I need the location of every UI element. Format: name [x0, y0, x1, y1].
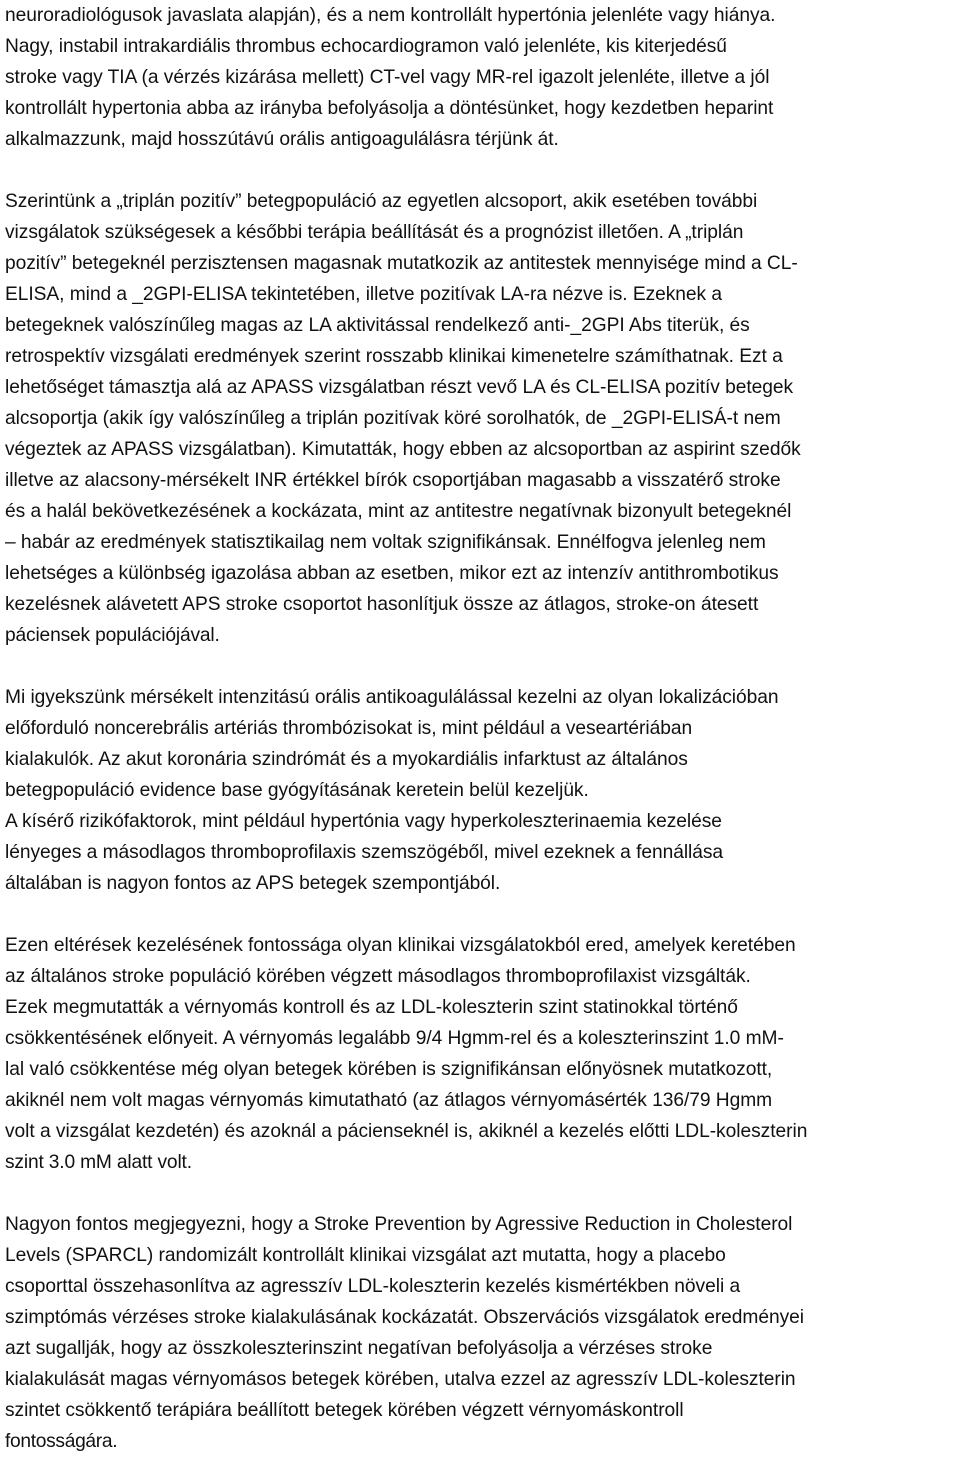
- text-line: betegeknek valószínűleg magas az LA aktivitással rendelkező anti-_2GPI Abs titerük, és: [5, 315, 750, 336]
- text-line: szint 3.0 mM alatt volt.: [5, 1152, 192, 1173]
- text-line: szintet csökkentő terápiára beállított betegek körében végzett vérnyomáskontroll: [5, 1400, 684, 1421]
- text-line: lehetőséget támasztja alá az APASS vizsgálatban részt vevő LA és CL-ELISA pozitív betegek: [5, 377, 794, 398]
- text-line: Ezen eltérések kezelésének fontossága olyan klinikai vizsgálatokból ered, amelyek keretében: [5, 935, 796, 956]
- text-line: általában is nagyon fontos az APS betegek szempontjából.: [5, 873, 501, 894]
- text-line: volt a vizsgálat kezdetén) és azoknál a pácienseknél is, akiknél a kezelés előtti LDL-koleszterin: [5, 1121, 808, 1142]
- text-line: Nagy, instabil intrakardiális thrombus echocardiogramon való jelenléte, kis kiterjedésű: [5, 36, 727, 57]
- text-line: kezelésnek alávetett APS stroke csoportot hasonlítjuk össze az átlagos, stroke-on átesett: [5, 594, 759, 615]
- text-line: Mi igyekszünk mérsékelt intenzitású orális antikoagulálással kezelni az olyan lokalizációban: [5, 687, 779, 708]
- document-body: [5, 0, 959, 1457]
- text-line: Szerintünk a „triplán pozitív” betegpopuláció az egyetlen alcsoport, akik esetében további: [5, 191, 758, 212]
- text-line: végeztek az APASS vizsgálatban). Kimutatták, hogy ebben az alcsoportban az aspirint szedők: [5, 439, 801, 460]
- text-line: vizsgálatok szükségesek a későbbi terápia beállítását és a prognózist illetően. A „triplán: [5, 222, 744, 243]
- text-line: csoporttal összehasonlítva az agresszív LDL-koleszterin kezelés kismértékben növeli a: [5, 1276, 741, 1297]
- text-line: pozitív” betegeknél perzisztensen magasnak mutatkozik az antitestek mennyisége mind a CL-: [5, 253, 798, 274]
- text-line: fontosságára.: [5, 1431, 118, 1452]
- paragraph-gap: [5, 651, 959, 682]
- text-line: szimptómás vérzéses stroke kialakulásának kockázatát. Obszervációs vizsgálatok eredményei: [5, 1307, 805, 1328]
- text-line: azt sugallják, hogy az összkoleszterinszint negatívan befolyásolja a vérzéses stroke: [5, 1338, 713, 1359]
- text-line: Levels (SPARCL) randomizált kontrollált klinikai vizsgálat azt mutatta, hogy a placebo: [5, 1245, 726, 1266]
- paragraph-gap: [5, 155, 959, 186]
- text-line: előforduló noncerebrális artériás thrombózisokat is, mint például a veseartériában: [5, 718, 693, 739]
- text-line: A kísérő rizikófaktorok, mint például hypertónia vagy hyperkoleszterinaemia kezelése: [5, 811, 722, 832]
- text-line: az általános stroke populáció körében végzett másodlagos thromboprofilaxist vizsgálták.: [5, 966, 751, 987]
- text-line: alkalmazzunk, majd hosszútávú orális antigoagulálásra térjünk át.: [5, 129, 559, 150]
- text-line: kontrollált hypertonia abba az irányba befolyásolja a döntésünket, hogy kezdetben heparint: [5, 98, 774, 119]
- text-line: – habár az eredmények statisztikailag nem voltak szignifikánsak. Ennélfogva jelenleg nem: [5, 532, 766, 553]
- text-line: páciensek populációjával.: [5, 625, 220, 646]
- paragraph-gap: [5, 1178, 959, 1209]
- text-line: lal való csökkentése még olyan betegek körében is szignifikánsan előnyösnek mutatkozott,: [5, 1059, 773, 1080]
- text-line: lehetséges a különbség igazolása abban az esetben, mikor ezt az intenzív antithrombotikus: [5, 563, 779, 584]
- text-line: csökkentésének előnyeit. A vérnyomás legalább 9/4 Hgmm-rel és a koleszterinszint 1.0 mM-: [5, 1028, 784, 1049]
- text-line: illetve az alacsony-mérsékelt INR értékkel bírók csoportjában magasabb a visszatérő stroke: [5, 470, 781, 491]
- text-line: stroke vagy TIA (a vérzés kizárása mellett) CT-vel vagy MR-rel igazolt jelenléte, illetve a jól: [5, 67, 770, 88]
- text-line: retrospektív vizsgálati eredmények szerint rosszabb klinikai kimenetelre számíthatnak. Ezt a: [5, 346, 783, 367]
- text-line: kialakulók. Az akut koronária szindrómát és a myokardiális infarktust az általános: [5, 749, 688, 770]
- text-line: Ezek megmutatták a vérnyomás kontroll és az LDL-koleszterin szint statinokkal történő: [5, 997, 738, 1018]
- text-line: és a halál bekövetkezésének a kockázata, mint az antitestre negatívnak bizonyult betegeknél: [5, 501, 792, 522]
- paragraph-gap: [5, 899, 959, 930]
- text-line: Nagyon fontos megjegyezni, hogy a Stroke Prevention by Agressive Reduction in Cholesterol: [5, 1214, 793, 1235]
- text-line: ELISA, mind a _2GPI-ELISA tekintetében, illetve pozitívak LA-ra nézve is. Ezeknek a: [5, 284, 722, 305]
- text-line: neuroradiológusok javaslata alapján), és a nem kontrollált hypertónia jelenléte vagy hiánya.: [5, 5, 776, 26]
- document-page: [5, 0, 959, 1457]
- text-line: betegpopuláció evidence base gyógyításának keretein belül kezeljük.: [5, 780, 589, 801]
- text-line: lényeges a másodlagos thromboprofilaxis szemszögéből, mivel ezeknek a fennállása: [5, 842, 724, 863]
- text-line: kialakulását magas vérnyomásos betegek körében, utalva ezzel az agresszív LDL-koleszterin: [5, 1369, 796, 1390]
- text-line: alcsoportja (akik így valószínűleg a triplán pozitívak köré sorolhatók, de _2GPI-ELISÁ-t nem: [5, 408, 781, 429]
- text-line: akiknél nem volt magas vérnyomás kimutatható (az átlagos vérnyomásérték 136/79 Hgmm: [5, 1090, 773, 1111]
